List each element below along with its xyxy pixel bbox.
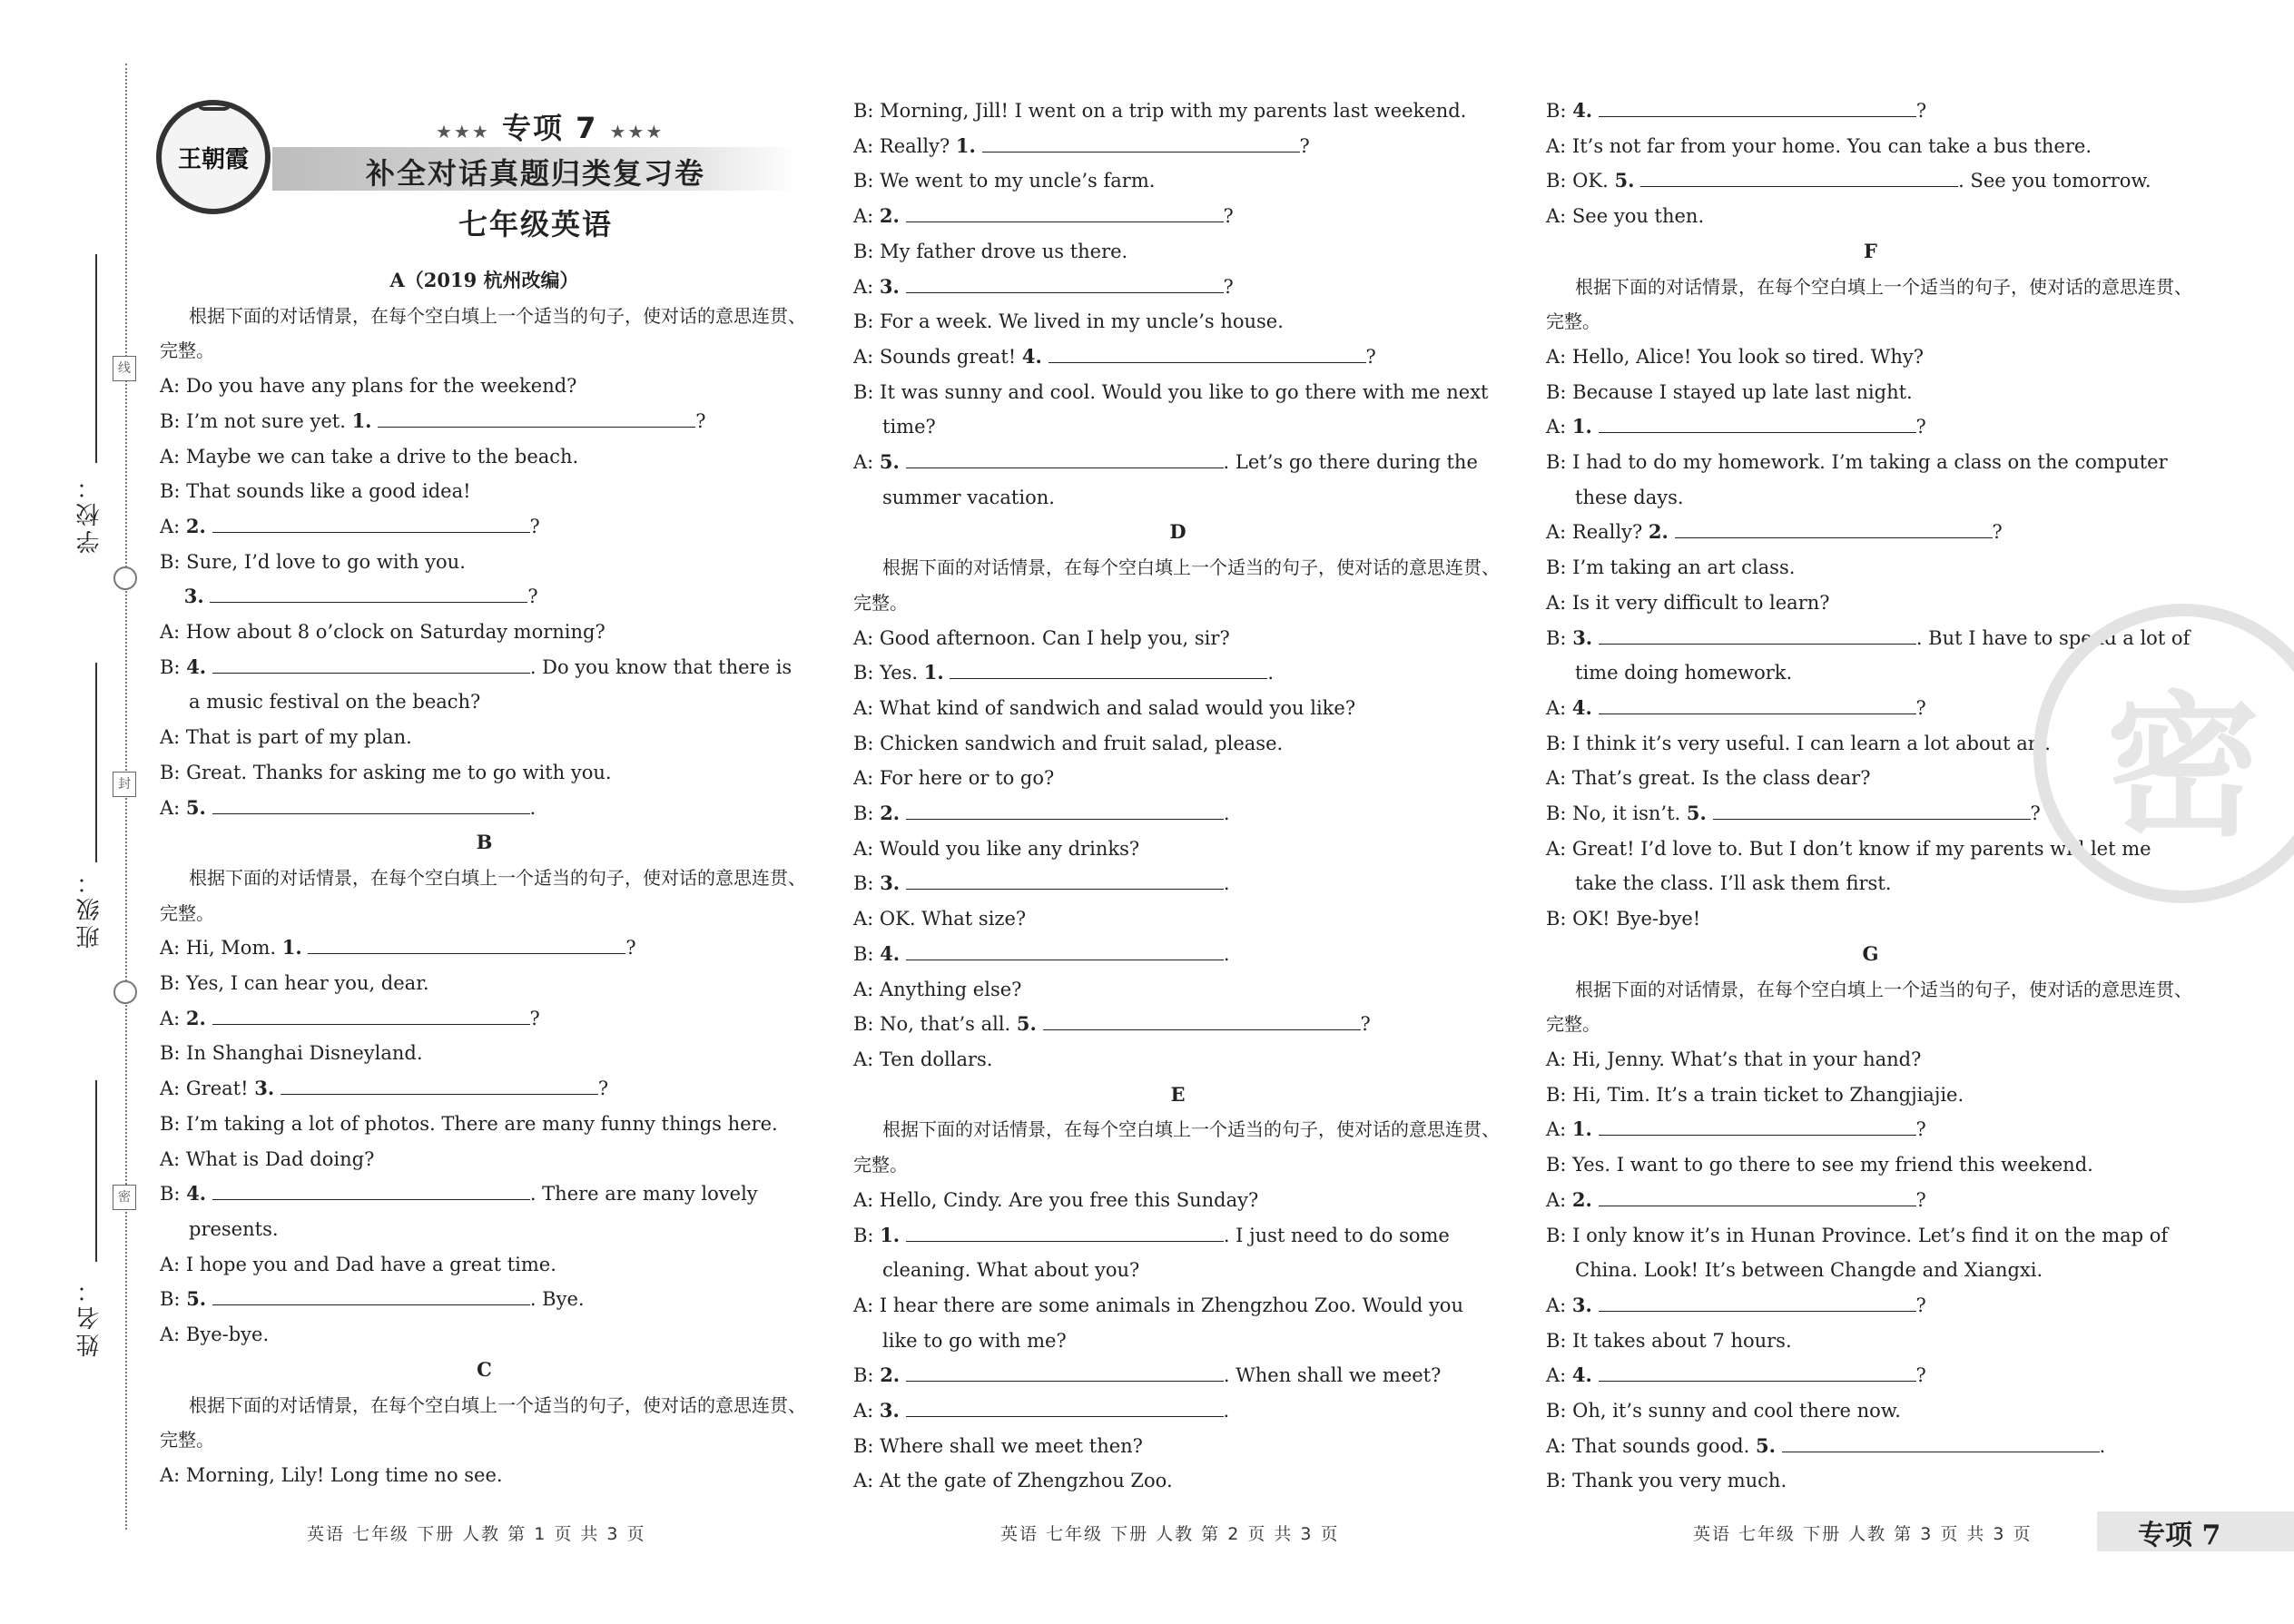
section-heading: A（2019 杭州改编） bbox=[389, 269, 579, 291]
blank-number: 1. bbox=[955, 133, 976, 157]
dialogue-line-blank bbox=[160, 1001, 809, 1037]
answer-blank[interactable] bbox=[1049, 349, 1366, 363]
blank-number: 5. bbox=[1755, 1433, 1776, 1457]
dialogue-line-blank bbox=[1546, 163, 2195, 199]
footer-page-1: 英语 七年级 下册 人教 第 1 页 共 3 页 bbox=[307, 1524, 646, 1544]
dialogue-line: B: I’m taking an art class. bbox=[1546, 556, 1796, 579]
dialogue-suffix: ? bbox=[529, 515, 540, 537]
school-underline bbox=[95, 254, 97, 463]
dialogue-line-blank bbox=[853, 1218, 1502, 1288]
dialogue-line-blank bbox=[160, 1176, 809, 1246]
dialogue-suffix: . There are many lovely presents. bbox=[189, 1183, 758, 1240]
dialogue-line-blank bbox=[1546, 1358, 2195, 1393]
page-subtitle: 七年级英语 bbox=[458, 207, 613, 241]
dialogue-line: A: What is Dad doing? bbox=[160, 1147, 375, 1170]
page-title: 补全对话真题归类复习卷 bbox=[365, 156, 705, 191]
dialogue-line: A: I hope you and Dad have a great time. bbox=[160, 1253, 556, 1275]
dialogue-line: B: OK! Bye-bye! bbox=[1546, 908, 1701, 930]
dialogue-prefix: A: Really? bbox=[853, 134, 956, 157]
name-underline bbox=[95, 1080, 97, 1262]
section-heading: E bbox=[1170, 1082, 1186, 1106]
dialogue-prefix: A: bbox=[160, 796, 186, 819]
dialogue-suffix: ? bbox=[1915, 696, 1926, 719]
dialogue-line-blank bbox=[853, 866, 1502, 901]
answer-blank[interactable] bbox=[906, 1228, 1224, 1242]
instruction-text: 根据下面的对话情景，在每个空白填上一个适当的句子，使对话的意思连贯、完整。 bbox=[1546, 978, 2192, 1036]
answer-blank[interactable] bbox=[1713, 806, 2031, 820]
instruction-text: 根据下面的对话情景，在每个空白填上一个适当的句子，使对话的意思连贯、完整。 bbox=[853, 1118, 1500, 1176]
dialogue-line: A: How about 8 o’clock on Saturday morning? bbox=[160, 621, 605, 644]
dialogue-line-blank bbox=[1546, 409, 2195, 445]
dialogue-line: A: That’s great. Is the class dear? bbox=[1546, 767, 1871, 790]
dialogue-suffix: . bbox=[1223, 942, 1230, 965]
blank-number: 3. bbox=[879, 274, 900, 298]
answer-blank[interactable] bbox=[950, 665, 1267, 679]
dialogue-line: B: Thank you very much. bbox=[1546, 1470, 1787, 1492]
dialogue-line-blank bbox=[160, 1071, 809, 1107]
dialogue-line: B: Where shall we meet then? bbox=[853, 1434, 1143, 1457]
dialogue-prefix: B: No, that’s all. bbox=[853, 1013, 1017, 1036]
blank-number: 3. bbox=[183, 585, 204, 608]
dialogue-suffix: . bbox=[1223, 872, 1230, 895]
blank-number: 1. bbox=[880, 1223, 901, 1246]
column-1 bbox=[160, 263, 809, 1493]
dialogue-suffix: ? bbox=[527, 586, 538, 608]
dialogue-line: B: In Shanghai Disneyland. bbox=[160, 1042, 423, 1065]
seal-char: 密 bbox=[2105, 677, 2260, 858]
footer-page-3: 英语 七年级 下册 人教 第 3 页 共 3 页 bbox=[1693, 1524, 2033, 1544]
dialogue-line: A: Good afternoon. Can I help you, sir? bbox=[853, 626, 1230, 649]
dialogue-suffix: . But I have to spend a lot of time doing homework. bbox=[1575, 626, 2191, 684]
dialogue-line-blank bbox=[1546, 94, 2195, 129]
blank-number: 2. bbox=[879, 204, 900, 228]
section-heading: B bbox=[476, 831, 493, 854]
dialogue-prefix: B: OK. bbox=[1546, 170, 1615, 192]
dialogue-prefix: B: bbox=[1546, 100, 1573, 122]
instruction-text: 根据下面的对话情景，在每个空白填上一个适当的句子，使对话的意思连贯、完整。 bbox=[160, 866, 806, 924]
dialogue-prefix: B: bbox=[160, 1183, 187, 1206]
dialogue-prefix: A: bbox=[1546, 1188, 1572, 1211]
answer-blank[interactable] bbox=[1043, 1017, 1361, 1030]
star-icon: ★★★ bbox=[436, 121, 490, 143]
dialogue-line: B: I’m taking a lot of photos. There are many funny things here. bbox=[160, 1112, 778, 1135]
dialogue-prefix: A: bbox=[853, 451, 880, 474]
answer-blank[interactable] bbox=[210, 589, 527, 603]
answer-blank[interactable] bbox=[212, 801, 530, 814]
dialogue-suffix: . bbox=[1223, 802, 1230, 825]
dialogue-line: A: For here or to go? bbox=[853, 767, 1055, 790]
dialogue-prefix: B: bbox=[853, 1364, 881, 1387]
dialogue-line: B: For a week. We lived in my uncle’s house. bbox=[853, 310, 1284, 333]
dialogue-line-blank bbox=[1546, 1429, 2195, 1464]
dialogue-line: A: OK. What size? bbox=[853, 908, 1027, 930]
dialogue-line: B: Hi, Tim. It’s a train ticket to Zhangjiajie. bbox=[1546, 1083, 1964, 1106]
dialogue-prefix: A: bbox=[160, 515, 186, 537]
blank-number: 4. bbox=[186, 655, 207, 678]
dialogue-suffix: ? bbox=[1299, 134, 1310, 157]
school-label: 学校： bbox=[76, 472, 103, 554]
blank-number: 1. bbox=[351, 408, 372, 432]
dialogue-suffix: ? bbox=[695, 409, 706, 432]
answer-blank[interactable] bbox=[1599, 631, 1916, 645]
blank-number: 3. bbox=[880, 871, 901, 895]
dialogue-line: A: That is part of my plan. bbox=[160, 726, 412, 749]
answer-blank[interactable] bbox=[1599, 701, 1916, 714]
dialogue-suffix: ? bbox=[1915, 1118, 1926, 1141]
dialogue-line: A: Hi, Jenny. What’s that in your hand? bbox=[1546, 1048, 1922, 1070]
dialogue-suffix: . Let’s go there during the summer vacation. bbox=[882, 451, 1478, 508]
dialogue-prefix: A: Great! bbox=[160, 1078, 255, 1100]
dialogue-suffix: . Bye. bbox=[529, 1288, 585, 1311]
dialogue-prefix: A: bbox=[160, 1007, 186, 1029]
dialogue-suffix: . See you tomorrow. bbox=[1958, 170, 2151, 192]
scissor-icon bbox=[113, 980, 137, 1004]
section-heading: C bbox=[477, 1357, 492, 1381]
dialogue-line: B: It takes about 7 hours. bbox=[1546, 1329, 1792, 1352]
section-heading: G bbox=[1862, 941, 1879, 965]
dialogue-line-blank bbox=[160, 579, 809, 615]
answer-blank[interactable] bbox=[1599, 1193, 1916, 1206]
dialogue-prefix bbox=[160, 586, 184, 607]
dialogue-line-blank bbox=[853, 270, 1502, 305]
dialogue-prefix: A: bbox=[1546, 1118, 1572, 1141]
dialogue-line-blank bbox=[853, 199, 1502, 234]
blank-number: 4. bbox=[880, 941, 901, 965]
blank-number: 2. bbox=[880, 1363, 901, 1387]
dialogue-prefix: B: No, it isn’t. bbox=[1546, 802, 1687, 825]
dialogue-suffix: . I just need to do some cleaning. What about you? bbox=[882, 1224, 1450, 1282]
answer-blank[interactable] bbox=[982, 139, 1300, 153]
dialogue-line: B: Chicken sandwich and fruit salad, please. bbox=[853, 732, 1284, 754]
instruction-text: 根据下面的对话情景，在每个空白填上一个适当的句子，使对话的意思连贯、完整。 bbox=[160, 1393, 806, 1452]
dialogue-prefix: A: bbox=[1546, 1364, 1572, 1387]
dialogue-line: A: It’s not far from your home. You can take a bus there. bbox=[1546, 134, 2092, 157]
dialogue-line: A: I hear there are some animals in Zhengzhou Zoo. Would you like to go with me? bbox=[853, 1294, 1463, 1352]
dialogue-prefix: B: I’m not sure yet. bbox=[160, 409, 352, 432]
dialogue-line-blank bbox=[853, 937, 1502, 972]
dialogue-line: A: Morning, Lily! Long time no see. bbox=[160, 1463, 503, 1486]
dialogue-line-blank bbox=[853, 655, 1502, 691]
blank-number: 3. bbox=[1572, 625, 1593, 649]
cut-mark-line: 线 bbox=[113, 356, 136, 381]
answer-blank[interactable] bbox=[906, 947, 1224, 960]
section-heading: D bbox=[1169, 520, 1186, 544]
dialogue-line: A: Would you like any drinks? bbox=[853, 837, 1140, 860]
dialogue-line-blank bbox=[160, 1282, 809, 1317]
dialogue-line: A: Do you have any plans for the weekend? bbox=[160, 375, 577, 398]
dialogue-line: B: Oh, it’s sunny and cool there now. bbox=[1546, 1400, 1901, 1422]
blank-number: 2. bbox=[1648, 520, 1669, 544]
dialogue-prefix: B: bbox=[853, 802, 881, 825]
section-heading: F bbox=[1864, 239, 1877, 262]
answer-blank[interactable] bbox=[1675, 525, 1993, 538]
logo-text: 王朝霞 bbox=[177, 145, 249, 173]
dialogue-prefix: B: bbox=[853, 872, 881, 895]
star-icon: ★★★ bbox=[609, 121, 665, 143]
dialogue-line-blank bbox=[853, 445, 1502, 515]
answer-blank[interactable] bbox=[906, 876, 1224, 890]
dialogue-prefix: A: Really? bbox=[1546, 521, 1649, 544]
answer-blank[interactable] bbox=[906, 280, 1224, 293]
column-2 bbox=[853, 94, 1502, 1499]
dialogue-line: B: I think it’s very useful. I can learn a lot about art. bbox=[1546, 732, 2051, 754]
dialogue-line-blank bbox=[1546, 515, 2195, 550]
answer-blank[interactable] bbox=[212, 1292, 530, 1305]
dialogue-suffix: ? bbox=[1915, 416, 1926, 438]
answer-blank[interactable] bbox=[212, 519, 530, 533]
answer-blank[interactable] bbox=[906, 806, 1224, 820]
dialogue-suffix: ? bbox=[1915, 100, 1927, 122]
dialogue-suffix: ? bbox=[1365, 345, 1376, 368]
dialogue-suffix: ? bbox=[1915, 1188, 1926, 1211]
dialogue-line: A: Great! I’d love to. But I don’t know if my parents will let me take the class. I’ll ask them first. bbox=[1546, 837, 2151, 895]
dialogue-suffix: ? bbox=[1915, 1294, 1926, 1316]
dialogue-suffix: . Do you know that there is a music festival on the beach? bbox=[189, 655, 793, 714]
dialogue-line-blank bbox=[853, 1358, 1502, 1393]
dialogue-prefix: A: bbox=[1546, 1294, 1572, 1316]
dialogue-line: A: What kind of sandwich and salad would you like? bbox=[853, 696, 1356, 719]
blank-number: 4. bbox=[1021, 344, 1042, 368]
dialogue-prefix: B: Yes. bbox=[853, 662, 924, 684]
dialogue-suffix: ? bbox=[1223, 275, 1234, 298]
blank-number: 5. bbox=[879, 450, 900, 474]
dialogue-suffix: ? bbox=[625, 937, 636, 960]
dialogue-line-blank bbox=[160, 791, 809, 826]
answer-blank[interactable] bbox=[281, 1081, 598, 1095]
dialogue-line-blank bbox=[1546, 1288, 2195, 1324]
cut-mark-seal: 封 bbox=[113, 772, 136, 797]
dialogue-line: B: I only know it’s in Hunan Province. Let’s find it on the map of China. Look! It’s between Changde and Xiangxi. bbox=[1546, 1224, 2169, 1282]
dialogue-prefix: B: bbox=[160, 655, 187, 678]
class-label: 班级： bbox=[76, 867, 103, 949]
blank-number: 1. bbox=[1571, 1117, 1592, 1141]
dialogue-prefix: A: That sounds good. bbox=[1546, 1434, 1756, 1457]
answer-blank[interactable] bbox=[1640, 173, 1958, 187]
dialogue-line: B: Sure, I’d love to go with you. bbox=[160, 550, 466, 573]
dialogue-prefix: A: Hi, Mom. bbox=[160, 937, 282, 960]
blank-number: 4. bbox=[1572, 99, 1593, 122]
dialogue-line: A: Ten dollars. bbox=[853, 1048, 993, 1070]
dialogue-line-blank bbox=[160, 509, 809, 545]
brand-logo bbox=[156, 100, 271, 214]
dialogue-suffix: ? bbox=[529, 1007, 540, 1029]
answer-blank[interactable] bbox=[212, 1186, 530, 1200]
dialogue-line: A: Hello, Cindy. Are you free this Sunday? bbox=[853, 1188, 1259, 1211]
dialogue-line: B: Because I stayed up late last night. bbox=[1546, 380, 1913, 403]
dialogue-prefix: A: bbox=[1546, 696, 1572, 719]
answer-blank[interactable] bbox=[906, 209, 1224, 222]
scissor-icon bbox=[113, 566, 137, 590]
instruction-text: 根据下面的对话情景，在每个空白填上一个适当的句子，使对话的意思连贯、完整。 bbox=[853, 556, 1500, 614]
dialogue-line: B: That sounds like a good idea! bbox=[160, 480, 471, 503]
dialogue-line-blank bbox=[160, 404, 809, 439]
dialogue-line-blank bbox=[853, 796, 1502, 832]
dialogue-line: B: My father drove us there. bbox=[853, 240, 1128, 262]
special-label-text: 专项 7 bbox=[501, 111, 598, 145]
blank-number: 2. bbox=[1571, 1187, 1592, 1211]
dialogue-line-blank bbox=[853, 1007, 1502, 1042]
dialogue-line: A: At the gate of Zhengzhou Zoo. bbox=[853, 1470, 1173, 1492]
dialogue-line: B: We went to my uncle’s farm. bbox=[853, 170, 1156, 192]
dialogue-suffix: . When shall we meet? bbox=[1223, 1364, 1442, 1387]
corner-tag-text: 专项 7 bbox=[2138, 1520, 2221, 1551]
footer-page-2: 英语 七年级 下册 人教 第 2 页 共 3 页 bbox=[1000, 1524, 1340, 1544]
answer-blank[interactable] bbox=[308, 940, 625, 954]
dialogue-prefix: A: bbox=[853, 275, 880, 298]
dialogue-prefix: A: bbox=[853, 1400, 880, 1422]
cut-mark-secret: 密 bbox=[113, 1185, 136, 1210]
dialogue-line: B: Yes. I want to go there to see my friend this weekend. bbox=[1546, 1154, 2093, 1176]
answer-blank[interactable] bbox=[1599, 1298, 1916, 1312]
dialogue-line: A: Is it very difficult to learn? bbox=[1546, 591, 1830, 614]
dialogue-line: B: I had to do my homework. I’m taking a class on the computer these days. bbox=[1546, 451, 2168, 508]
dialogue-suffix: ? bbox=[1992, 521, 2003, 544]
answer-blank[interactable] bbox=[1599, 103, 1916, 117]
blank-number: 5. bbox=[185, 795, 206, 819]
blank-number: 1. bbox=[923, 661, 944, 684]
dialogue-line-blank bbox=[853, 129, 1502, 164]
dialogue-suffix: . bbox=[529, 796, 537, 819]
dialogue-prefix: A: bbox=[1546, 416, 1572, 438]
dialogue-suffix: . bbox=[1267, 662, 1275, 684]
blank-number: 2. bbox=[185, 1006, 206, 1029]
class-underline bbox=[95, 663, 97, 862]
dialogue-prefix: B: bbox=[1546, 626, 1573, 649]
dialogue-line: B: It was sunny and cool. Would you like to go there with me next time? bbox=[853, 380, 1489, 438]
answer-blank[interactable] bbox=[1599, 419, 1916, 433]
blank-number: 2. bbox=[185, 514, 206, 537]
answer-blank[interactable] bbox=[212, 660, 530, 674]
dialogue-line-blank bbox=[853, 340, 1502, 375]
dialogue-suffix: ? bbox=[1223, 205, 1234, 228]
binding-margin bbox=[0, 0, 159, 1624]
dialogue-line: A: Bye-bye. bbox=[160, 1324, 270, 1346]
dialogue-line: B: Great. Thanks for asking me to go with you. bbox=[160, 761, 612, 783]
blank-number: 3. bbox=[1571, 1293, 1592, 1316]
dialogue-line: A: Anything else? bbox=[853, 978, 1022, 1000]
dialogue-suffix: ? bbox=[597, 1078, 609, 1100]
blank-number: 4. bbox=[186, 1182, 207, 1206]
dialogue-line-blank bbox=[1546, 1183, 2195, 1218]
dialogue-line-blank bbox=[160, 650, 809, 720]
dialogue-prefix: A: Sounds great! bbox=[853, 345, 1022, 368]
dialogue-line: B: Morning, Jill! I went on a trip with my parents last weekend. bbox=[853, 100, 1467, 122]
dialogue-suffix: ? bbox=[1360, 1013, 1371, 1036]
blank-number: 3. bbox=[879, 1399, 900, 1422]
instruction-text: 根据下面的对话情景，在每个空白填上一个适当的句子，使对话的意思连贯、完整。 bbox=[160, 304, 806, 362]
dialogue-line: A: Hello, Alice! You look so tired. Why? bbox=[1546, 345, 1925, 368]
dialogue-line: B: Yes, I can hear you, dear. bbox=[160, 972, 429, 995]
answer-blank[interactable] bbox=[378, 414, 695, 428]
name-label: 姓名： bbox=[76, 1275, 103, 1357]
blank-number: 5. bbox=[186, 1287, 207, 1311]
dialogue-suffix: . bbox=[1223, 1400, 1230, 1422]
crown-icon bbox=[196, 89, 232, 111]
blank-number: 3. bbox=[254, 1077, 275, 1100]
dialogue-line-blank bbox=[160, 930, 809, 966]
dialogue-suffix: ? bbox=[2030, 802, 2041, 825]
dialogue-line-blank bbox=[1546, 1112, 2195, 1147]
blank-number: 4. bbox=[1571, 695, 1592, 719]
answer-blank[interactable] bbox=[1599, 1368, 1916, 1382]
dialogue-prefix: B: bbox=[853, 1224, 881, 1246]
answer-blank[interactable] bbox=[906, 455, 1224, 468]
dialogue-prefix: B: bbox=[160, 1288, 187, 1311]
dialogue-prefix: B: bbox=[853, 942, 881, 965]
blank-number: 1. bbox=[281, 936, 302, 960]
answer-blank[interactable] bbox=[212, 1011, 530, 1025]
dialogue-line: A: Maybe we can take a drive to the beach. bbox=[160, 445, 579, 468]
blank-number: 5. bbox=[1686, 802, 1707, 825]
dialogue-suffix: ? bbox=[1915, 1364, 1926, 1387]
answer-blank[interactable] bbox=[1599, 1122, 1916, 1136]
answer-blank[interactable] bbox=[906, 1403, 1224, 1417]
blank-number: 1. bbox=[1571, 415, 1592, 438]
dialogue-line-blank bbox=[853, 1393, 1502, 1429]
blank-number: 5. bbox=[1614, 169, 1635, 192]
answer-blank[interactable] bbox=[906, 1368, 1224, 1382]
dialogue-suffix: . bbox=[2099, 1434, 2106, 1457]
dialogue-line: A: See you then. bbox=[1546, 205, 1705, 228]
blank-number: 4. bbox=[1571, 1363, 1592, 1387]
special-label bbox=[436, 105, 664, 147]
instruction-text: 根据下面的对话情景，在每个空白填上一个适当的句子，使对话的意思连贯、完整。 bbox=[1546, 275, 2192, 333]
blank-number: 2. bbox=[880, 802, 901, 825]
blank-number: 5. bbox=[1016, 1012, 1037, 1036]
dialogue-prefix: A: bbox=[853, 205, 880, 228]
answer-blank[interactable] bbox=[1782, 1439, 2100, 1452]
